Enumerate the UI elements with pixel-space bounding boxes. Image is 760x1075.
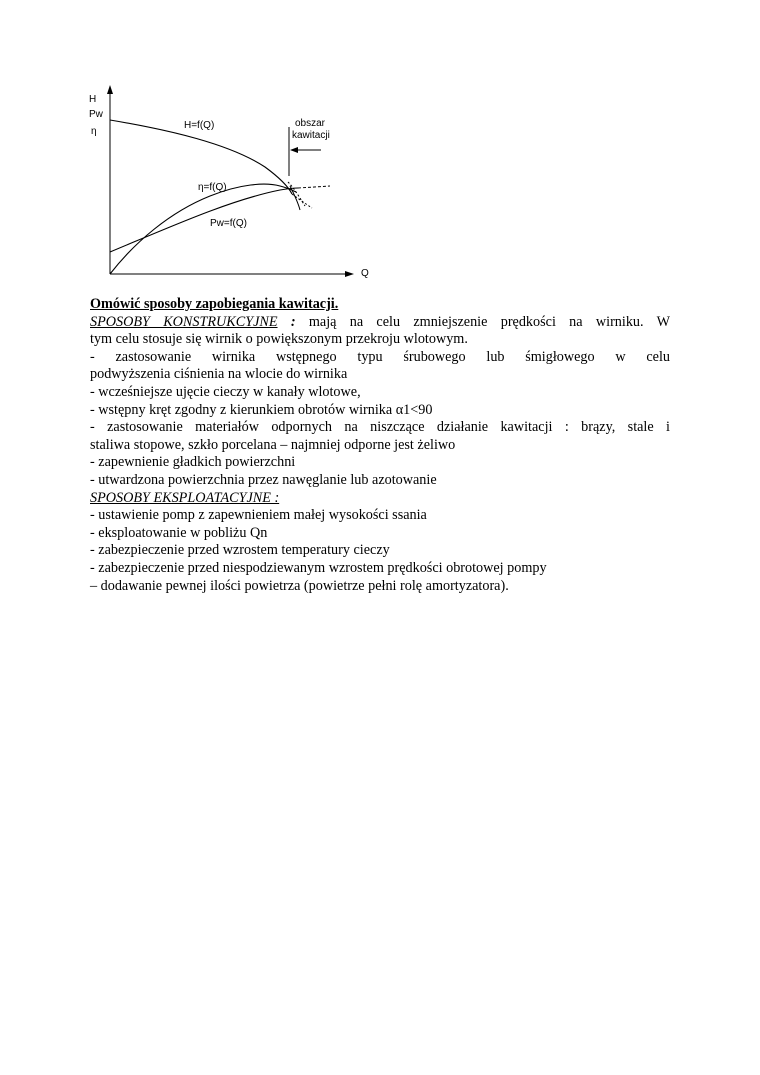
section1-item-line: podwyższenia ciśnienia na wlocie do wirnika [90,366,348,383]
section2-title-line [90,490,670,508]
y-axis-label-h: H [89,94,97,105]
y-axis-label-eta: η [91,126,97,137]
section2-item-line: – dodawanie pewnej ilości powietrza (powietrze pełni rolę amortyzatora). [90,577,509,594]
section1-item-line: - wcześniejsze ujęcie cieczy w kanały wlotowe, [90,383,361,400]
cavitation-arrow-head [290,147,298,153]
section2-item-line: - eksploatowanie w pobliżu Qn [90,524,268,541]
efficiency-curve-drop [288,182,305,206]
section2-title: SPOSOBY EKSPLOATACYJNE : [90,489,280,506]
section1-item-line: - wstępny kręt zgodny z kierunkiem obrotów wirnika α1<90 [90,401,433,418]
efficiency-curve-label: η=f(Q) [198,182,227,193]
section2-item-line: - ustawienie pomp z zapewnieniem małej wysokości ssania [90,507,427,524]
section1-colon: : [277,313,296,330]
section1-intro-rest: mają na celu zmniejszenie prędkości na wirniku. W [295,313,670,330]
pump-characteristics-diagram [80,82,380,282]
cavitation-label-line2: kawitacji [292,130,330,141]
section2-item-line: - zabezpieczenie przed wzrostem temperatury cieczy [90,542,390,559]
y-axis-arrow [107,85,113,94]
section1-title: SPOSOBY KONSTRUKCYJNE [90,313,278,330]
section1-item-line: - zastosowanie materiałów odpornych na niszczące działanie kawitacji : brązy, stale i [90,419,670,436]
section1-intro-line1 [90,314,670,332]
section2-item-line: - zabezpieczenie przed niespodziewanym wzrostem prędkości obrotowej pompy [90,559,547,576]
efficiency-curve [110,184,296,274]
y-axis-label-pw: Pw [89,109,103,120]
document-body [90,296,670,595]
power-curve-extension [298,186,330,188]
section1-item-line: staliwa stopowe, szkło porcelana – najmniej odporne jest żeliwo [90,436,456,453]
x-axis-arrow [345,271,354,277]
cavitation-label-line1: obszar [295,118,326,129]
heading-text: Omówić sposoby zapobiegania kawitacji. [90,296,339,312]
head-curve-label: H=f(Q) [184,120,215,131]
section1-item-line: - utwardzona powierzchnia przez nawęglanie lub azotowanie [90,471,437,488]
section1-intro-line2: tym celu stosuje się wirnik o powiększonym przekroju wlotowym. [90,331,468,348]
power-curve-label: Pw=f(Q) [210,218,247,229]
page-heading [90,296,670,314]
section1-item-line: - zapewnienie gładkich powierzchni [90,454,296,471]
section1-item-line: - zastosowanie wirnika wstępnego typu śrubowego lub śmigłowego w celu [90,348,670,365]
x-axis-label-q: Q [361,268,369,279]
